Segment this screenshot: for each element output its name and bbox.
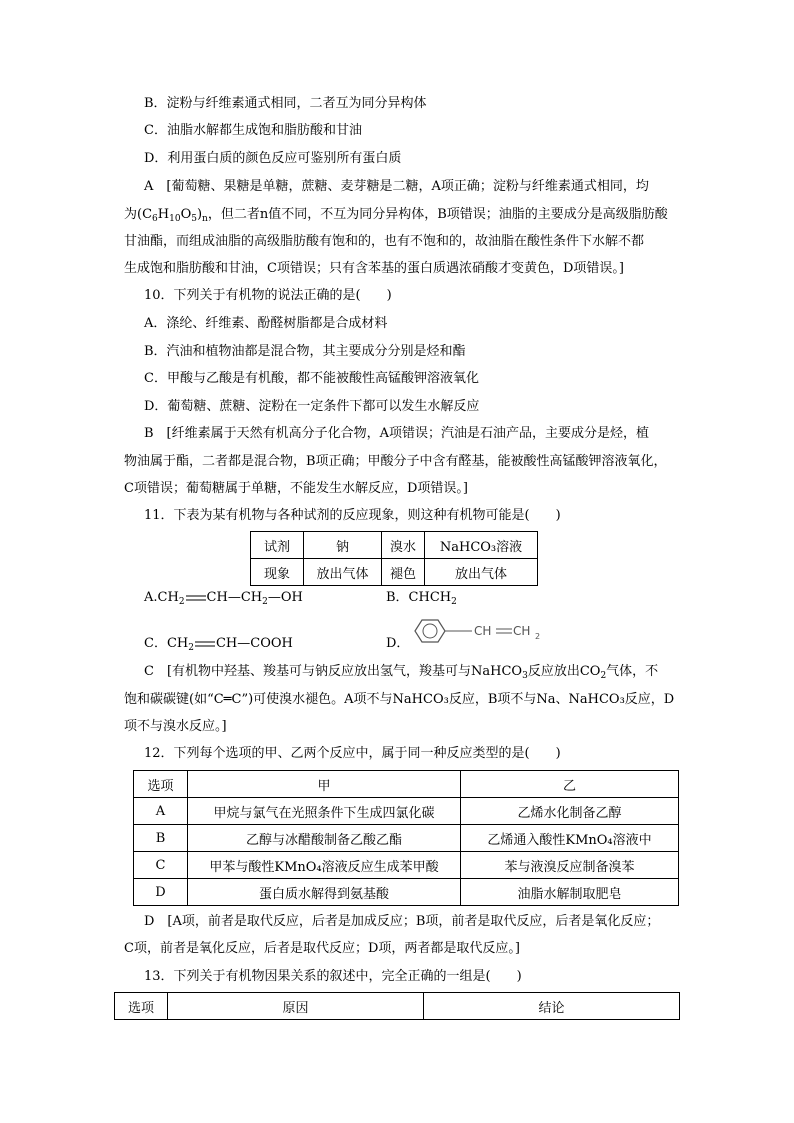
q12-answer-line-1: D [A项，前者是取代反应，后者是加成反应；B项，前者是取代反应，后者是氧化反应；: [144, 914, 660, 929]
table-cell: 苯与液溴反应制备溴苯: [461, 852, 679, 879]
double-bond-icon: [194, 640, 216, 648]
q13-cause-table: [114, 992, 680, 1020]
svg-text:CH: CH: [513, 624, 531, 638]
q11-option-b: B．$CHCH_2$: [386, 590, 457, 607]
table-cell: 甲烷与氯气在光照条件下生成四氯化碳: [188, 798, 461, 825]
table-row: [134, 798, 679, 825]
table-cell: 溴水: [382, 532, 425, 559]
q9-answer-line-3: 甘油酯，而组成油脂的高级脂肪酸有饱和的，也有不饱和的，故油脂在酸性条件下水解不都: [124, 234, 645, 249]
q10-stem: 10．下列关于有机物的说法正确的是( ): [144, 288, 392, 303]
double-bond-icon: [185, 594, 207, 602]
table-cell: 放出气体: [425, 559, 538, 586]
q11-reagent-table: [250, 531, 538, 586]
q10-answer-line-2: 物油属于酯，二者都是混合物，B项正确；甲酸分子中含有醛基，能被酸性高锰酸钾溶液氧化，: [124, 454, 667, 469]
q11-stem: 11．下表为某有机物与各种试剂的反应现象，则这种有机物可能是( ): [144, 508, 561, 523]
table-cell: 乙烯通入酸性KMnO₄溶液中: [461, 825, 679, 852]
table-row: [134, 852, 679, 879]
q9-answer-line-1: A [葡萄糖、果糖是单糖，蔗糖、麦芽糖是二糖，A项正确；淀粉与纤维素通式相同，均: [144, 179, 649, 194]
table-cell: 乙烯水化制备乙醇: [461, 798, 679, 825]
q10-answer-line-3: C项错误；葡萄糖属于单糖，不能发生水解反应，D项错误。]: [124, 481, 468, 496]
q10-answer-line-1: B [纤维素属于天然有机高分子化合物，A项错误；汽油是石油产品，主要成分是烃，植: [144, 426, 650, 441]
q9-answer-line-2: 为$(C_6H_{10}O_5)_n$，但二者n值不同，不互为同分异构体，B项错误；油脂的主要成分是高级脂肪酸: [124, 207, 668, 224]
table-row: [134, 879, 679, 906]
q11-answer-line-2: 饱和碳碳键(如“C═C”)可使溴水褪色。A项不与NaHCO₃反应，B项不与Na、NaHCO₃反应，D: [124, 692, 675, 707]
table-cell: 甲苯与酸性KMnO₄溶液反应生成苯甲酸: [188, 852, 461, 879]
table-row: [134, 825, 679, 852]
q11-answer-line-1: C [有机物中羟基、羧基可与钠反应放出氢气，羧基可与NaHCO$_3$反应放出$CO_2$气体，不: [144, 664, 659, 681]
table-cell: 原因: [168, 993, 424, 1020]
table-row: [115, 993, 680, 1020]
table-cell: D: [134, 879, 188, 906]
table-cell: 蛋白质水解得到氨基酸: [188, 879, 461, 906]
q11-option-a: $A.CH_2$ $CH—CH_2—OH$: [144, 590, 303, 607]
table-cell: 褪色: [382, 559, 425, 586]
q10-option-a: A．涤纶、纤维素、酚醛树脂都是合成材料: [144, 316, 388, 331]
table-cell: 试剂: [251, 532, 304, 559]
table-row: [251, 559, 538, 586]
q10-option-c: C．甲酸与乙酸是有机酸，都不能被酸性高锰酸钾溶液氧化: [144, 371, 479, 386]
q12-stem: 12．下列每个选项的甲、乙两个反应中，属于同一种反应类型的是( ): [144, 746, 561, 761]
q9-option-d: D．利用蛋白质的颜色反应可鉴别所有蛋白质: [144, 151, 402, 166]
table-cell: 乙醇与冰醋酸制备乙酸乙酯: [188, 825, 461, 852]
table-cell: C: [134, 852, 188, 879]
q11-option-d-label: D．: [386, 636, 410, 651]
q9-answer-line-4: 生成饱和脂肪酸和甘油，C项错误；只有含苯基的蛋白质遇浓硝酸才变黄色，D项错误。]: [124, 261, 624, 276]
q13-stem: 13．下列关于有机物因果关系的叙述中，完全正确的一组是( ): [144, 969, 522, 984]
q9-option-b: B．淀粉与纤维素通式相同，二者互为同分异构体: [144, 96, 427, 111]
table-cell: 选项: [115, 993, 168, 1020]
table-cell: 结论: [424, 993, 680, 1020]
q10-option-d: D．葡萄糖、蔗糖、淀粉在一定条件下都可以发生水解反应: [144, 399, 480, 414]
table-cell: 油脂水解制取肥皂: [461, 879, 679, 906]
table-row: [134, 771, 679, 798]
styrene-structure-icon: [412, 616, 552, 646]
q9-option-c: C．油脂水解都生成饱和脂肪酸和甘油: [144, 123, 362, 138]
table-cell: 现象: [251, 559, 304, 586]
q11-option-c: C．$CH_2$ CH—COOH: [144, 636, 293, 653]
table-cell: NaHCO₃溶液: [425, 532, 538, 559]
table-cell: 乙: [461, 771, 679, 798]
table-cell: 选项: [134, 771, 188, 798]
q12-answer-line-2: C项，前者是氧化反应，后者是取代反应；D项，两者都是取代反应。]: [124, 941, 520, 956]
table-cell: 放出气体: [304, 559, 382, 586]
table-cell: B: [134, 825, 188, 852]
q12-reaction-table: [133, 770, 679, 906]
table-cell: A: [134, 798, 188, 825]
q11-answer-line-3: 项不与溴水反应。]: [124, 719, 227, 734]
svg-text:CH: CH: [474, 624, 492, 638]
table-cell: 甲: [188, 771, 461, 798]
svg-text:2: 2: [535, 632, 541, 641]
table-row: [251, 532, 538, 559]
table-cell: 钠: [304, 532, 382, 559]
q10-option-b: B．汽油和植物油都是混合物，其主要成分分别是烃和酯: [144, 344, 466, 359]
